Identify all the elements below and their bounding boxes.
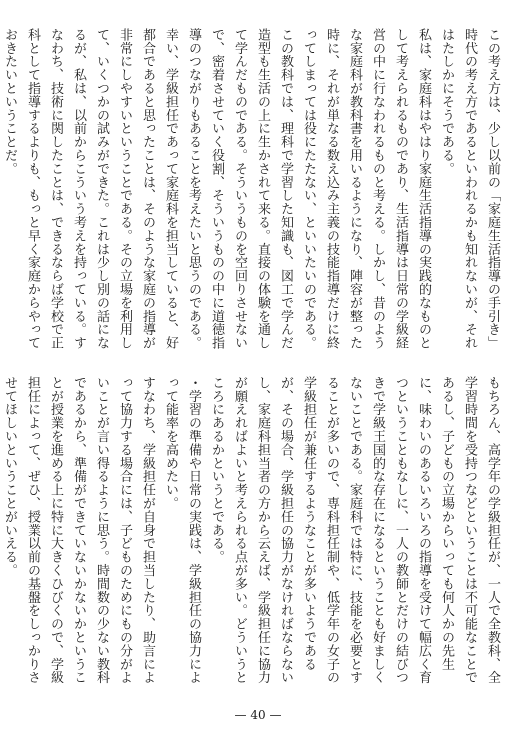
upper-text-block <box>2 28 504 360</box>
lower-text-block <box>2 376 504 694</box>
paragraph: 私は、家庭科はやはり家庭生活指導の実践的なものとして考えられるものであり、生活指導は日常の学級経営の中に行なわれるものと考える。しかし、昔のような家庭科が教科書を用いるようになり、陣容が整った時に、それが単なる数え込み主義の技能指導だけに終ってしまっては役にたたない、といいたいのである。 <box>301 28 431 350</box>
paragraph: この考え方は、少し以前の「家庭生活指導の手引き」時代の考え方であるといわれるかも知れないが、それはたしかにそうである。 <box>439 28 500 350</box>
section-heading: ・学習の準備や日常の実践は、学級担任の協力によって能率を高めたい。 <box>163 376 201 685</box>
page-number: — 40 — <box>234 708 282 722</box>
paragraph: もちろん、高学年の学級担任が、一人で全教科、全学習時間を受持つなどということは不可能なことであるし、子どもの立場からいっても何人かの先生に、味わいのあるいろいろの指導を受けて幅広く育つということもなしに、一人の教師とだけの結びつきで学級王国的な存在になるということも好ましくないことである。家庭科では特に、技能を必要とすることが多いので、専科担任制や、低学年の女子の学級担任が兼任するようなことが多いようであるが、その場合、学級担任の協力がなければならないし、家庭科担当者の方から云えば、学級担任に協力が願えればよいと考えられる点が多い。どういうところにあるかというとである。 <box>209 376 500 685</box>
paragraph: この教科では、理科で学習した知識も、図工で学んだ造型も生活の上に生かされて来る。直接の体験を通して学んだものである。そういうものを空回りさせないで、密着させていく役割、そういうものの中に道徳指導のつながりもあることを考えたいと思うのである。 <box>186 28 293 350</box>
paragraph: すなわち、学級担任が自身で担当したり、助言によって協力する場合には、子どものためにもの分がよいことが言い得るように思う。時間数の少ない教科であるから、準備ができていないかないかということが授業を進める上に特に大きくひびくので、学級担任によって、ぜひ、授業以前の基盤をしっかりさせてほしいということがいえる。 <box>2 376 155 685</box>
paragraph: 幸い、学級担任であって家庭科を担当していると、好都合であると思ったことは、そのような家庭の指導が非常にしやすいということである。その立場を利用して、いくつかの試みができた。これは少し別の話になるが、私は、以前からこういう考えを持っている。すなわち、技術に関したことは、できるならば学校で正科として指導するよりも、もっと早く家庭からやっておきたいということだ。 <box>2 28 178 350</box>
